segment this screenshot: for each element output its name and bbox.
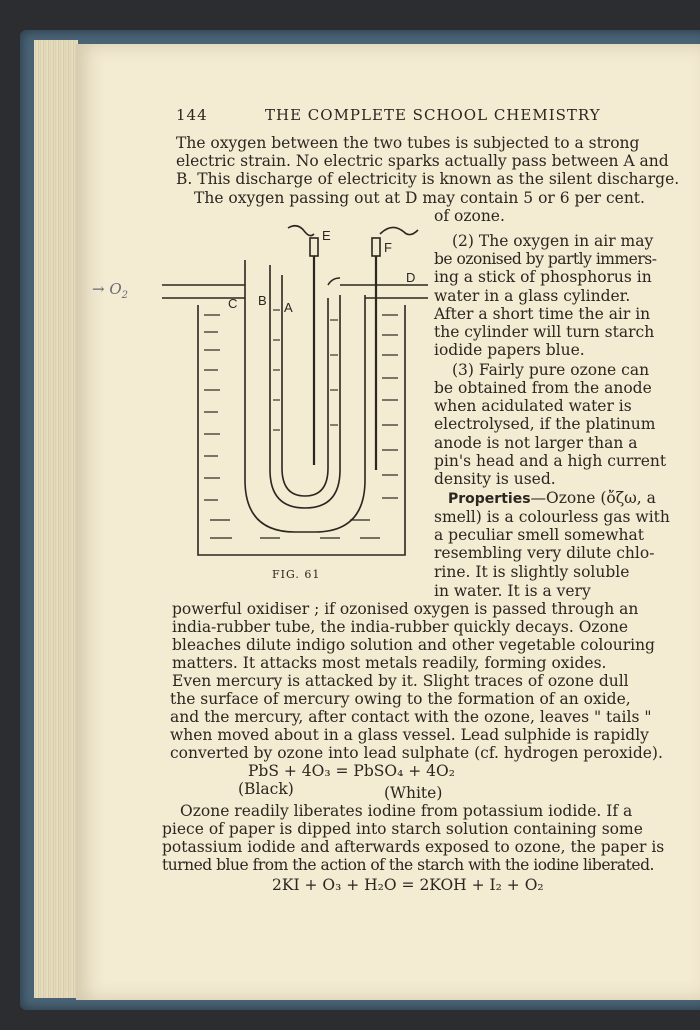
para1-line: The oxygen between the two tubes is subjected to a strong	[176, 134, 640, 152]
para4-line: matters. It attacks most metals readily, forming oxides.	[172, 654, 607, 672]
equation-label-white: (White)	[384, 784, 443, 802]
para1-line: The oxygen passing out at D may contain 5 or 6 per cent.	[194, 189, 645, 207]
running-head: THE COMPLETE SCHOOL CHEMISTRY	[265, 106, 601, 124]
para2-line: iodide papers blue.	[434, 341, 585, 359]
para1-line: electric strain. No electric sparks actually pass between A and	[176, 152, 669, 170]
label-A: A	[284, 300, 293, 315]
para2-line: ing a stick of phosphorus in	[434, 268, 652, 286]
para4-line: converted by ozone into lead sulphate (cf. hydrogen peroxide).	[170, 744, 663, 762]
para4-line: in water. It is a very	[434, 582, 591, 600]
equation-lead-sulphide: PbS + 4O₃ = PbSO₄ + 4O₂	[248, 762, 455, 780]
label-B: B	[258, 293, 267, 308]
para3-line: density is used.	[434, 470, 556, 488]
label-C: C	[228, 296, 238, 311]
properties-line: Properties—Ozone (ὄζω, a	[448, 489, 656, 507]
para5-line: piece of paper is dipped into starch solution containing some	[162, 820, 643, 838]
para2-line: (2) The oxygen in air may	[452, 232, 654, 250]
para2-line: water in a glass cylinder.	[434, 287, 631, 305]
para4-line: Even mercury is attacked by it. Slight traces of ozone dull	[172, 672, 629, 690]
para5-line: potassium iodide and afterwards exposed to ozone, the paper is	[162, 838, 665, 856]
para1-line: of ozone.	[434, 207, 505, 225]
para4-line: india-rubber tube, the india-rubber quickly decays. Ozone	[172, 618, 629, 636]
para3-line: anode is not larger than a	[434, 434, 638, 452]
para4-line: rine. It is slightly soluble	[434, 563, 630, 581]
para2-line: After a short time the air in	[434, 305, 651, 323]
para4-line: and the mercury, after contact with the ozone, leaves " tails "	[170, 708, 652, 726]
equation-label-black: (Black)	[238, 780, 294, 798]
ozone-apparatus-figure	[160, 220, 430, 565]
para3-line: (3) Fairly pure ozone can	[452, 361, 650, 379]
para4-line: when moved about in a glass vessel. Lead sulphide is rapidly	[170, 726, 649, 744]
para4-line: powerful oxidiser ; if ozonised oxygen is passed through an	[172, 600, 639, 618]
figure-caption: FIG. 61	[272, 568, 321, 581]
para4-line: resembling very dilute chlo-	[434, 544, 655, 562]
para3-line: when acidulated water is	[434, 397, 632, 415]
label-E: E	[322, 228, 331, 243]
page-edges	[34, 40, 78, 998]
label-F: F	[384, 240, 392, 255]
para1-line: B. This discharge of electricity is known as the silent discharge.	[176, 170, 680, 188]
para3-line: pin's head and a high current	[434, 452, 667, 470]
page-number: 144	[176, 106, 208, 124]
para4-line: bleaches dilute indigo solution and other vegetable colouring	[172, 636, 655, 654]
para5-line: turned blue from the action of the starch with the iodine liberated.	[162, 856, 654, 874]
para4-line: a peculiar smell somewhat	[434, 526, 644, 544]
para3-line: electrolysed, if the platinum	[434, 415, 656, 433]
para2-line: the cylinder will turn starch	[434, 323, 655, 341]
label-D: D	[406, 270, 416, 285]
margin-note: → $O_2$	[92, 280, 129, 301]
para2-line: be ozonised by partly immers-	[434, 250, 657, 268]
para3-line: be obtained from the anode	[434, 379, 652, 397]
equation-potassium-iodide: 2KI + O₃ + H₂O = 2KOH + I₂ + O₂	[272, 876, 544, 894]
properties-heading: Properties	[448, 491, 531, 507]
para4-line: smell) is a colourless gas with	[434, 508, 670, 526]
para5-line: Ozone readily liberates iodine from potassium iodide. If a	[180, 802, 633, 820]
para4-line: the surface of mercury owing to the formation of an oxide,	[170, 690, 631, 708]
